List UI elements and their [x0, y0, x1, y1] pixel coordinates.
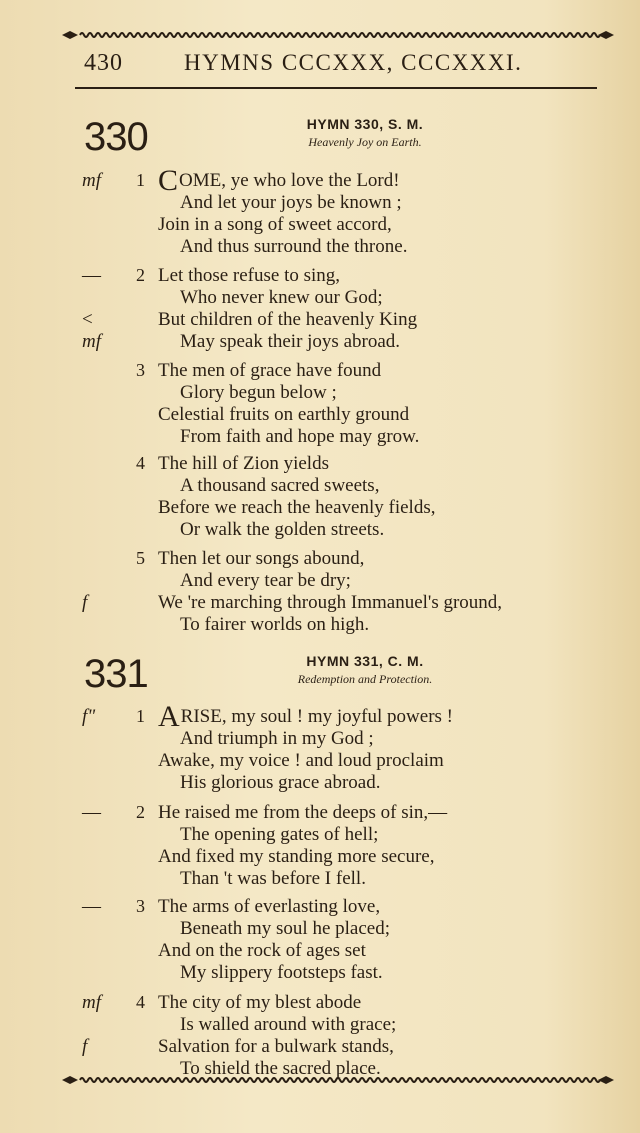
- verse-line: [158, 750, 444, 772]
- verse-line-text: And on the rock of ages set: [158, 940, 366, 961]
- verse-line-text: Or walk the golden streets.: [180, 519, 385, 540]
- verse-line: [180, 1014, 396, 1036]
- verse-line-text: My slippery footsteps fast.: [180, 962, 383, 983]
- verse-line: [158, 940, 366, 962]
- drop-capital: C: [158, 164, 179, 197]
- verse-line-text: Then let our songs abound,: [158, 548, 365, 569]
- verse-line: [180, 331, 400, 353]
- running-head: HYMNS CCCXXX, CCCXXXI.: [184, 50, 523, 75]
- hymn-number: 331: [84, 652, 148, 696]
- verse-line-text: And triumph in my God ;: [180, 728, 374, 749]
- verse-line-text: And let your joys be known ;: [180, 192, 402, 213]
- verse-line: [158, 700, 453, 733]
- verse-line-text: The city of my blest abode: [158, 992, 362, 1013]
- dynamic-marking: <: [82, 309, 93, 330]
- verse-line-text: Awake, my voice ! and loud proclaim: [158, 750, 444, 771]
- verse-line-text: From faith and hope may grow.: [180, 426, 420, 447]
- dynamic-marking: mf: [82, 170, 101, 191]
- verse-line-text: And thus surround the throne.: [180, 236, 408, 257]
- verse-line-text: But children of the heavenly King: [158, 309, 418, 330]
- verse-line: [158, 360, 381, 382]
- verse-line-text: His glorious grace abroad.: [180, 772, 381, 793]
- verse-line: [158, 265, 340, 287]
- verse-line-text: And fixed my standing more secure,: [158, 846, 435, 867]
- verse-number: 1: [136, 170, 145, 190]
- verse-line-text: The opening gates of hell;: [180, 824, 379, 845]
- header-rule: [75, 87, 597, 89]
- verse-line: [158, 1036, 394, 1058]
- hymn-subtitle: Heavenly Joy on Earth.: [308, 135, 422, 149]
- verse-line: [180, 614, 369, 636]
- dynamic-marking: mf: [82, 331, 101, 352]
- verse-number: 4: [136, 453, 145, 473]
- verse-line: [158, 896, 380, 918]
- verse-line-text: He raised me from the deeps of sin,—: [158, 802, 448, 823]
- hymn-title: HYMN 331, C. M.: [306, 653, 424, 669]
- verse-line: [180, 824, 378, 846]
- verse-number: 3: [136, 896, 145, 916]
- verse-line-text: To shield the sacred place.: [180, 1058, 381, 1079]
- verse-line: [158, 548, 364, 570]
- verse-line-text: Before we reach the heavenly fields,: [158, 497, 436, 518]
- hymn-title: HYMN 330, S. M.: [306, 116, 424, 132]
- verse-line-text: Is walled around with grace;: [180, 1014, 397, 1035]
- verse-line-text: We 're marching through Immanuel's ground,: [158, 592, 503, 613]
- verse-line: [158, 214, 392, 236]
- verse-line-text: Who never knew our God;: [180, 287, 383, 308]
- verse-line: [180, 962, 383, 984]
- verse-line-text: Than 't was before I fell.: [180, 868, 366, 889]
- verse-number: 4: [136, 992, 145, 1012]
- verse-number: 5: [136, 548, 145, 568]
- verse-line-text: Celestial fruits on earthly ground: [158, 404, 410, 425]
- verse-line: [180, 192, 402, 214]
- page-number: 430: [84, 50, 123, 76]
- verse-line: [180, 519, 384, 541]
- verse-line: [180, 287, 383, 309]
- verse-line: [158, 592, 502, 614]
- dynamic-marking: f": [82, 706, 96, 727]
- drop-capital: A: [158, 700, 180, 733]
- dynamic-marking: —: [82, 896, 101, 917]
- verse-line: [158, 846, 434, 868]
- verse-line-text: The arms of everlasting love,: [158, 896, 381, 917]
- verse-line: [158, 309, 417, 331]
- verse-line: [180, 236, 407, 258]
- verse-line-text: OME, ye who love the Lord!: [179, 170, 400, 191]
- dynamic-marking: mf: [82, 992, 101, 1013]
- verse-number: 3: [136, 360, 145, 380]
- verse-line-text: The hill of Zion yields: [158, 453, 329, 474]
- verse-line-text: Salvation for a bulwark stands,: [158, 1036, 394, 1057]
- bottom-ornamental-border: [58, 1075, 618, 1085]
- verse-number: 2: [136, 802, 145, 822]
- dynamic-marking: —: [82, 265, 101, 286]
- verse-line-text: Glory begun below ;: [180, 382, 337, 403]
- dynamic-marking: f: [82, 592, 88, 613]
- verse-number: 2: [136, 265, 145, 285]
- dynamic-marking: f: [82, 1036, 88, 1057]
- verse-line: [180, 918, 390, 940]
- verse-line: [180, 426, 419, 448]
- verse-line: [158, 453, 329, 475]
- verse-line: [180, 475, 379, 497]
- verse-line: [180, 772, 381, 794]
- verse-line: [180, 868, 366, 890]
- verse-line-text: May speak their joys abroad.: [180, 331, 401, 352]
- verse-line: [180, 570, 351, 592]
- verse-line: [158, 802, 447, 824]
- verse-line: [180, 382, 337, 404]
- verse-line: [158, 992, 361, 1014]
- verse-line-text: Join in a song of sweet accord,: [158, 214, 392, 235]
- verse-line-text: The men of grace have found: [158, 360, 382, 381]
- hymn-number: 330: [84, 115, 148, 159]
- verse-number: 1: [136, 706, 145, 726]
- verse-line: [158, 164, 400, 197]
- verse-line-text: Beneath my soul he placed;: [180, 918, 390, 939]
- verse-line-text: Let those refuse to sing,: [158, 265, 341, 286]
- verse-line-text: RISE, my soul ! my joyful powers !: [180, 706, 453, 727]
- verse-line-text: And every tear be dry;: [180, 570, 351, 591]
- top-ornamental-border: [58, 30, 618, 40]
- verse-line: [158, 404, 409, 426]
- dynamic-marking: —: [82, 802, 101, 823]
- verse-line: [180, 728, 374, 750]
- verse-line: [158, 497, 435, 519]
- hymn-subtitle: Redemption and Protection.: [297, 672, 433, 686]
- verse-line-text: A thousand sacred sweets,: [180, 475, 380, 496]
- verse-line-text: To fairer worlds on high.: [180, 614, 370, 635]
